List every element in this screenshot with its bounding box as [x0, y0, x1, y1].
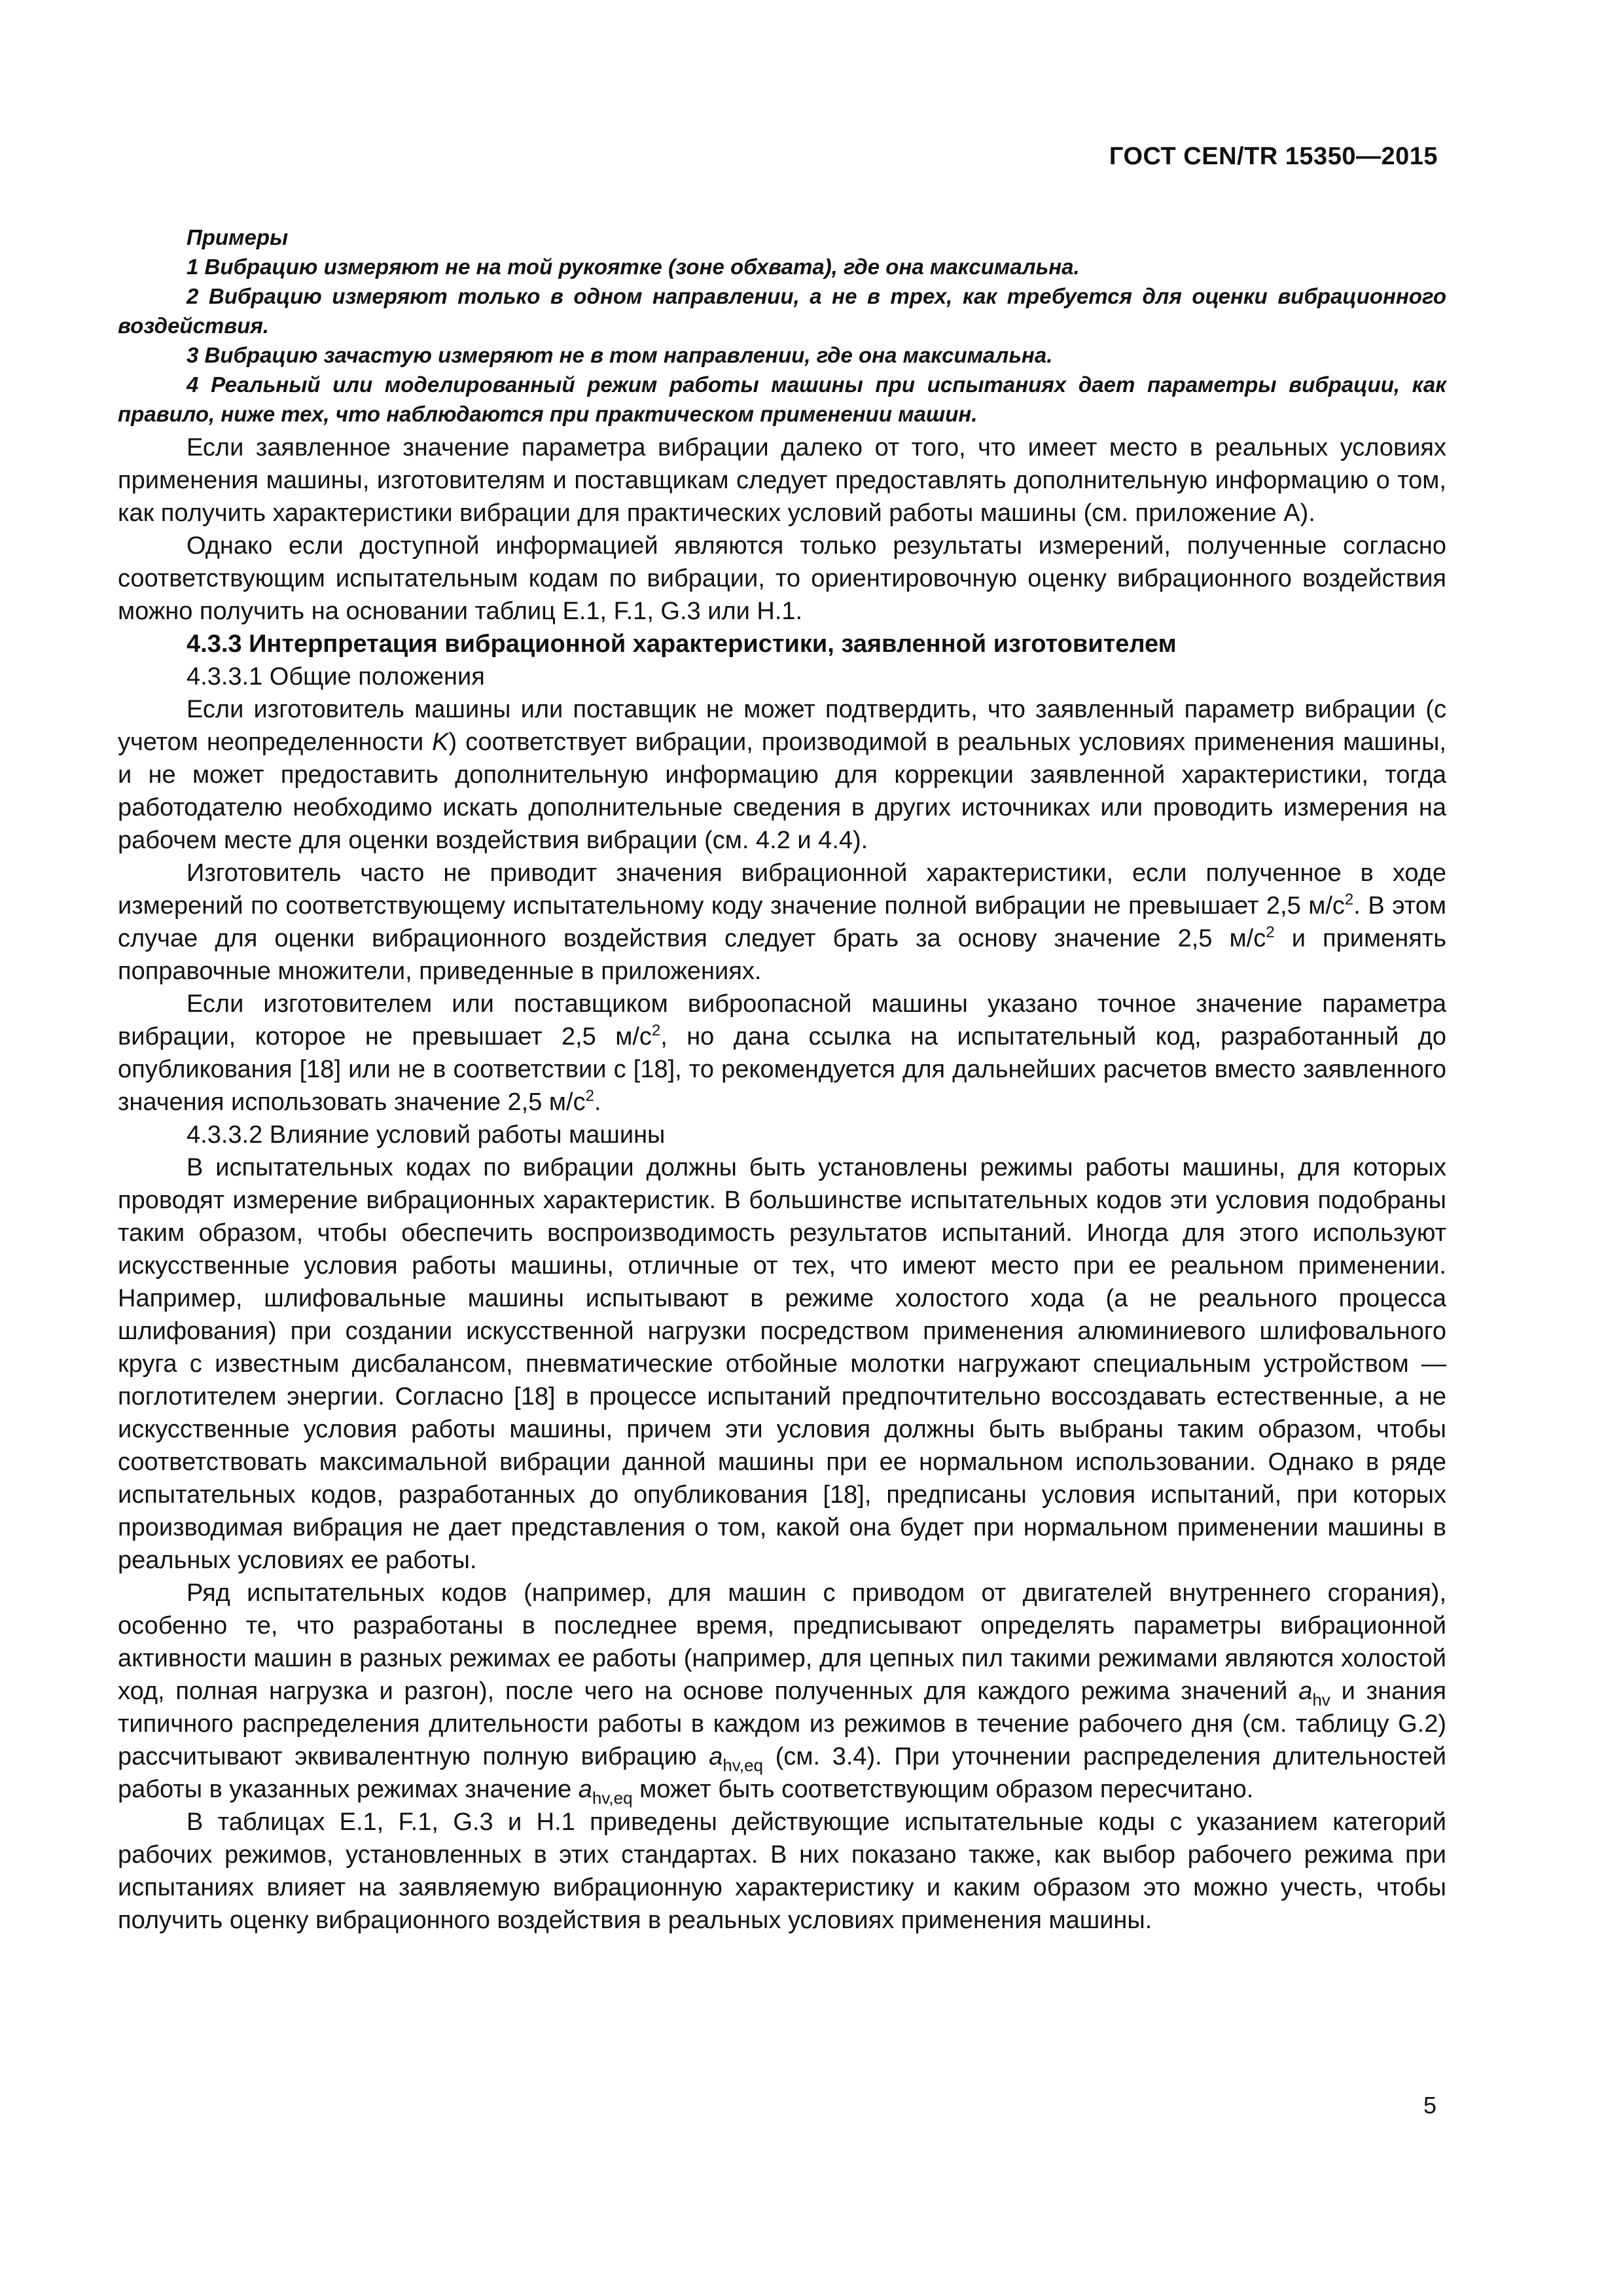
text-run: . В этом случае для оценки вибрационного воздействия следует брать за основу значение 2,5 м/с — [118, 892, 1446, 952]
paragraph: Если заявленное значение параметра вибрации далеко от того, что имеет место в реальных условиях применения машины, изготовителям и поставщикам следует предоставлять дополнительную информацию о том, как получить характеристики вибрации для практических условий работы машины (см. приложение А). — [118, 434, 1446, 527]
text-run: . — [594, 1088, 601, 1116]
superscript: 2 — [1266, 924, 1275, 941]
text-run: Изготовитель часто не приводит значения вибрационной характеристики, если полученное в ходе измерений по соответствующему испытательному коду значение полной вибрации не превышает 2,5 м/с — [118, 859, 1446, 920]
page-content — [118, 223, 1446, 1937]
body-text — [118, 431, 1446, 1937]
text-run: Если изготовителем или поставщиком виброопасной машины указано точное значение параметра вибрации, которое не превышает 2,5 м/с — [118, 990, 1446, 1050]
text-run: ) соответствует вибрации, производимой в реальных условиях применения машины, и не может предоставить дополнительную информацию для коррекции заявленной характеристики, тогда работодателю необходимо искать дополнительные сведения в других источниках или проводить измерения на рабочем месте для оценки воздействия вибрации (см. 4.2 и 4.4). — [118, 728, 1446, 854]
superscript: 2 — [1344, 891, 1354, 908]
symbol-a: a — [709, 1743, 723, 1770]
text-run: Если изготовитель машины или поставщик не может подтвердить, что заявленный параметр вибрации (с учетом неопределенности — [118, 696, 1446, 756]
paragraph: В таблицах Е.1, F.1, G.3 и Н.1 приведены действующие испытательные коды с указанием категорий рабочих режимов, установленных в этих стандартах. В них показано также, как выбор рабочего режима при испытаниях влияет на заявляемую вибрационную характеристику и каким образом это можно учесть, чтобы получить оценку вибрационного воздействия в реальных условиях применения машины. — [118, 1808, 1446, 1934]
text-run: и применять поправочные множители, приведенные в приложениях. — [118, 925, 1446, 985]
example-item: 3 Вибрацию зачастую измеряют не в том направлении, где она максимальна. — [187, 343, 1053, 367]
examples-block — [118, 223, 1446, 429]
superscript: 2 — [651, 1022, 661, 1039]
superscript: 2 — [585, 1087, 594, 1105]
subscript-hv: hv — [1312, 1690, 1330, 1710]
text-run: , но дана ссылка на испытательный код, разработанный до опубликования [18] или не в соответствии с [18], то рекомендуется для дальнейших расчетов вместо заявленного значения использовать значение 2,5 м/с — [118, 1023, 1446, 1116]
example-item: 1 Вибрацию измеряют не на той рукоятке (зоне обхвата), где она максимальна. — [187, 255, 1080, 279]
section-heading-4-3-3: 4.3.3 Интерпретация вибрационной характеристики, заявленной изготовителем — [187, 630, 1177, 658]
subscript-hveq: hv,eq — [592, 1788, 633, 1808]
subsection-heading-4-3-3-1: 4.3.3.1 Общие положения — [187, 663, 485, 691]
paragraph — [118, 988, 1446, 1119]
text-run: (см. 3.4). При уточнении распределения длительностей работы в указанных режимах значение — [118, 1743, 1446, 1803]
page-number: 5 — [1423, 2092, 1436, 2119]
subsection-heading-4-3-3-2: 4.3.3.2 Влияние условий работы машины — [187, 1121, 666, 1149]
paragraph — [118, 857, 1446, 988]
paragraph: В испытательных кодах по вибрации должны быть установлены режимы работы машины, для которых проводят измерение вибрационных характеристик. В большинстве испытательных кодов эти условия подобраны таким образом, чтобы обеспечить воспроизводимость результатов испытаний. Иногда для этого используют искусственные условия работы машины, отличные от тех, что имеют место при ее реальном применении. Например, шлифовальные машины испытывают в режиме холостого хода (а не реального процесса шлифования) при создании искусственной нагрузки посредством применения алюминиевого шлифовального круга с известным дисбалансом, пневматические отбойные молотки нагружают специальным устройством — поглотителем энергии. Согласно [18] в процессе испытаний предпочтительно воссоздавать естественные, а не искусственные условия работы машины, причем эти условия должны быть выбраны таким образом, чтобы соответствовать максимальной вибрации данной машины при ее нормальном использовании. Однако в ряде испытательных кодов, разработанных до опубликования [18], предписаны условия испытаний, при которых производимая вибрация не дает представления о том, какой она будет при нормальном применении машины в реальных условиях ее работы. — [118, 1154, 1446, 1574]
symbol-a: a — [1298, 1677, 1313, 1705]
symbol-a: a — [578, 1776, 592, 1803]
paragraph — [118, 1577, 1446, 1806]
text-run: Ряд испытательных кодов (например, для машин с приводом от двигателей внутреннего сгорания), особенно те, что разработаны в последнее время, предписывают определять параметры вибрационной активности машин в разных режимах ее работы (например, для цепных пил такими режимами являются холостой ход, полная нагрузка и разгон), после чего на основе полученных для каждого режима значений — [118, 1579, 1446, 1705]
text-run: может быть соответствующим образом пересчитано. — [632, 1776, 1254, 1803]
example-item: 4 Реальный или моделированный режим работы машины при испытаниях дает параметры вибрации, как правило, ниже тех, что наблюдаются при практическом применении машин. — [118, 372, 1446, 426]
paragraph: Однако если доступной информацией являются только результаты измерений, полученные согласно соответствующим испытательным кодам по вибрации, то ориентировочную оценку вибрационного воздействия можно получить на основании таблиц Е.1, F.1, G.3 или Н.1. — [118, 532, 1446, 625]
text-run: и знания типичного распределения длительности работы в каждом из режимов в течение рабочего дня (см. таблицу G.2) рассчитывают эквивалентную полную вибрацию — [118, 1677, 1446, 1770]
paragraph — [118, 693, 1446, 857]
document-code-header: ГОСТ CEN/TR 15350—2015 — [1109, 143, 1438, 170]
subscript-hveq: hv,eq — [722, 1755, 764, 1775]
examples-title: Примеры — [187, 225, 289, 249]
example-item: 2 Вибрацию измеряют только в одном направлении, а не в трех, как требуется для оценки вибрационного воздействия. — [118, 284, 1446, 338]
uncertainty-symbol: K — [432, 728, 449, 756]
